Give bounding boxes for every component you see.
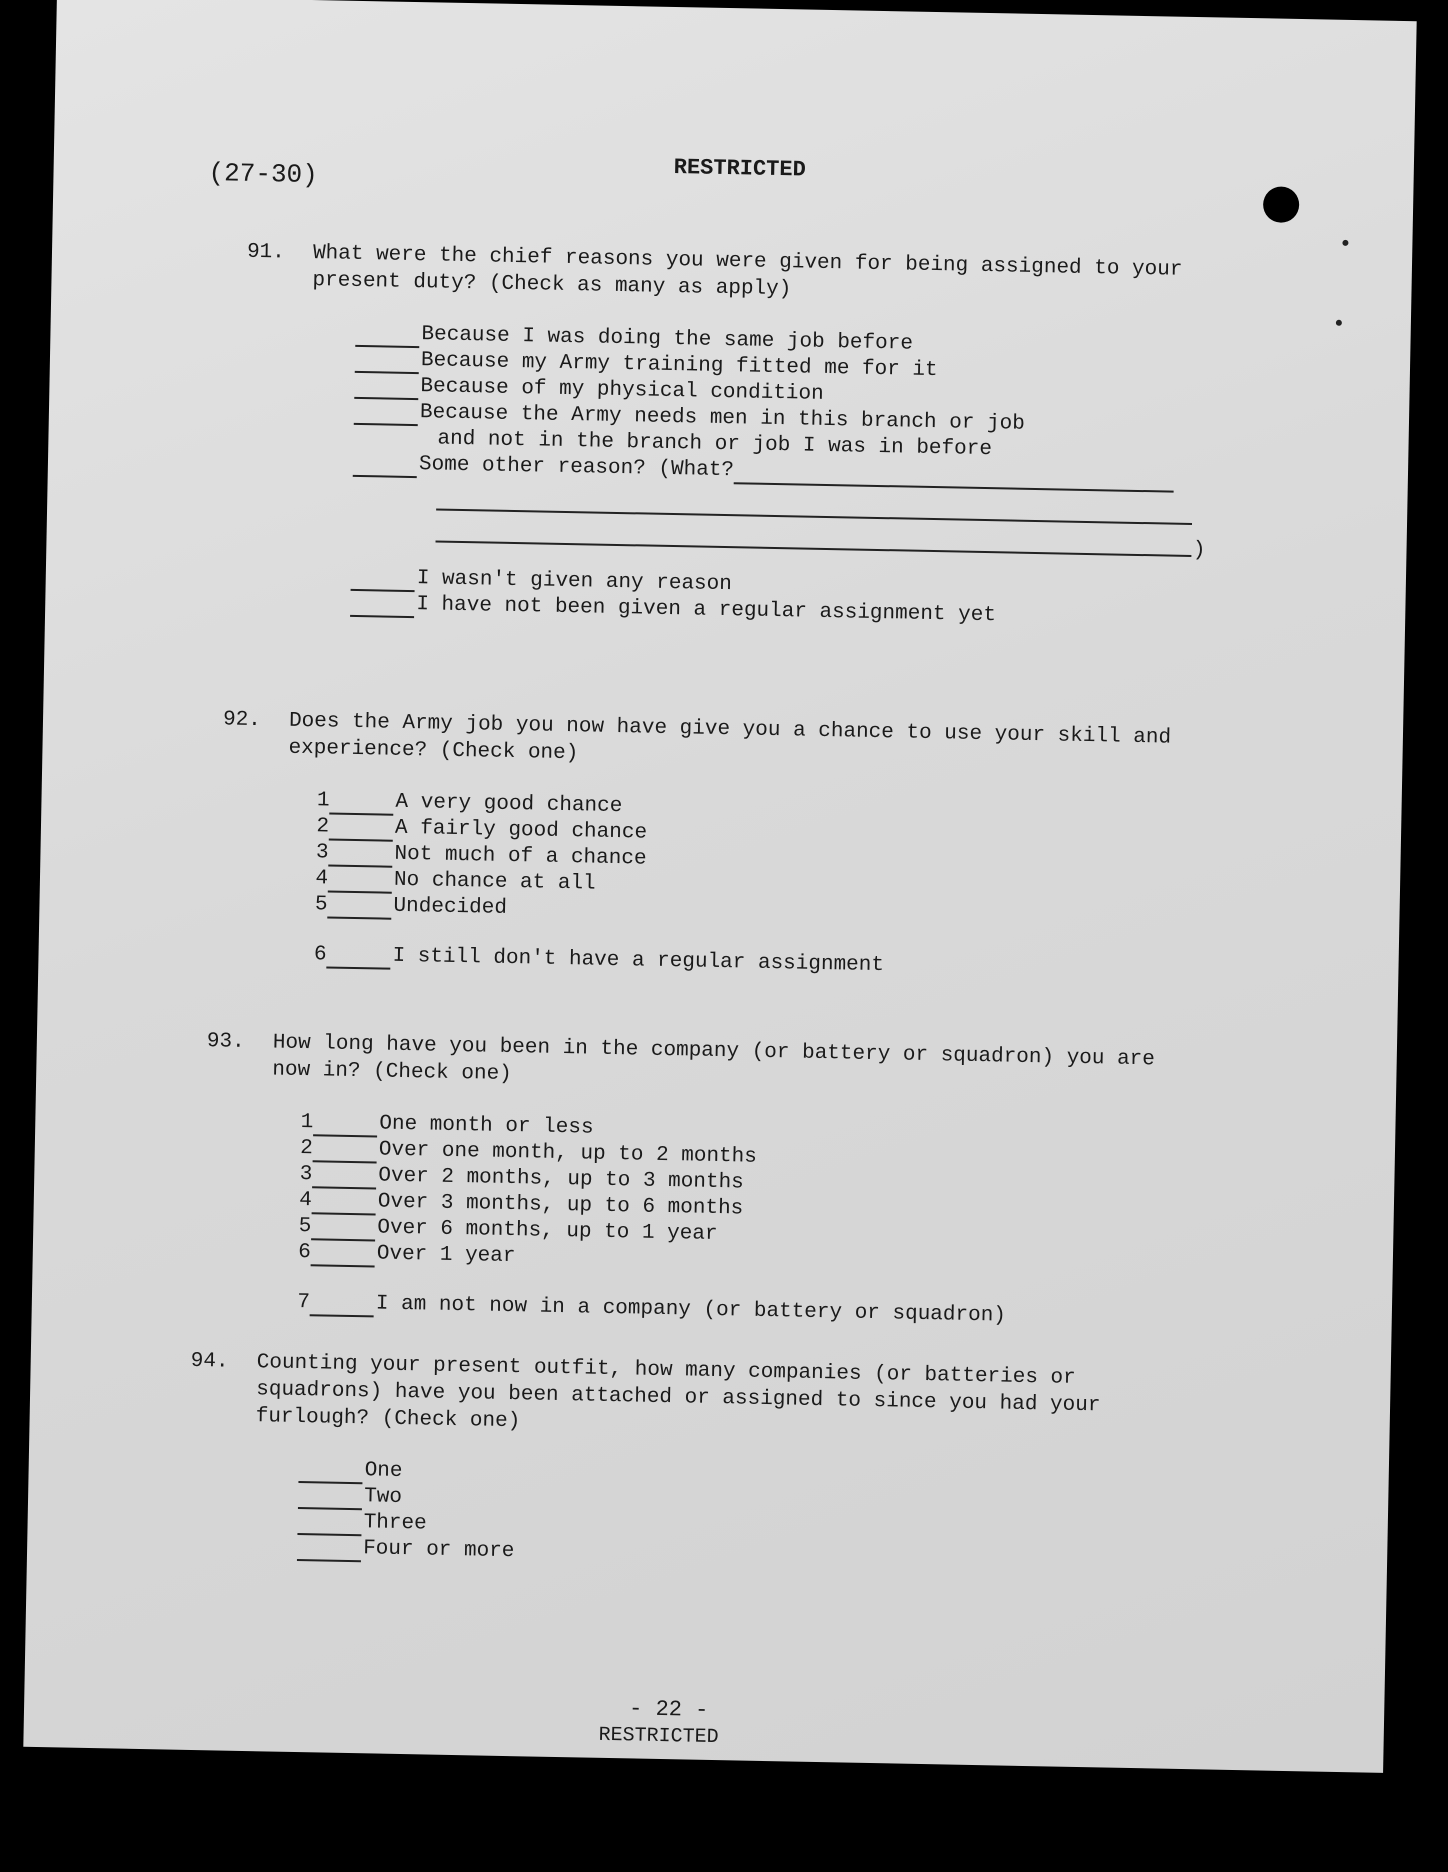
check-blank[interactable] [327, 896, 391, 919]
question-text: How long have you been in the company (or battery or squadron) you are now in? (Check one) [272, 1031, 1156, 1087]
check-blank[interactable] [354, 377, 418, 400]
check-blank[interactable] [329, 792, 393, 815]
question-text: Counting your present outfit, how many companies (or batteries or squadrons) have you been attached or assigned to since you had your furlough? (Check one) [255, 1351, 1101, 1434]
radio-option[interactable]: 7 I am not now in a company (or battery or squadron) [297, 1290, 1007, 1328]
paper-speck [1336, 320, 1342, 326]
checkbox-option[interactable]: I wasn't given any reason [351, 565, 1207, 607]
question-number: 93. [206, 1030, 245, 1054]
check-blank[interactable] [354, 403, 418, 426]
close-paren: ) [1192, 539, 1206, 563]
check-blank[interactable] [326, 946, 390, 969]
check-blank[interactable] [351, 569, 415, 592]
question-93 [202, 1028, 1173, 1332]
check-blank[interactable] [312, 1192, 376, 1215]
form-code: (27-30) [208, 158, 319, 191]
question-text: Does the Army job you now have give you a chance to use your skill and experience? (Check one) [288, 709, 1172, 766]
page-number: - 22 - [628, 1696, 709, 1723]
radio-option[interactable]: 4 No chance at all [315, 867, 596, 896]
checkbox-option[interactable]: Because I was doing the same job before [355, 321, 1211, 363]
check-blank[interactable] [298, 1461, 362, 1484]
radio-option[interactable]: Two [298, 1483, 1154, 1525]
question-text: What were the chief reasons you were given for being assigned to your present duty? (Check as many as apply) [312, 242, 1183, 302]
radio-option[interactable]: 3 Over 2 months, up to 3 months [299, 1162, 744, 1195]
check-blank[interactable] [355, 325, 419, 348]
check-blank[interactable] [353, 455, 417, 478]
punch-hole [1263, 186, 1300, 223]
question-number: 94. [190, 1349, 229, 1374]
checkbox-option[interactable]: Because the Army needs men in this branch or job [354, 399, 1210, 441]
radio-option[interactable]: 6 I still don't have a regular assignment [313, 943, 885, 978]
check-blank[interactable] [328, 844, 392, 867]
check-blank[interactable] [312, 1166, 376, 1189]
check-blank[interactable] [311, 1244, 375, 1267]
radio-option[interactable]: 5 Over 6 months, up to 1 year [298, 1214, 718, 1247]
radio-option[interactable]: 3 Not much of a chance [315, 841, 647, 871]
question-91 [240, 239, 1213, 633]
classification-header: RESTRICTED [673, 154, 806, 183]
radio-option[interactable]: One [298, 1457, 1154, 1499]
checkbox-option[interactable]: Because my Army training fitted me for it [355, 347, 1211, 389]
check-blank[interactable] [313, 1114, 377, 1137]
check-blank[interactable] [310, 1294, 374, 1317]
radio-option[interactable]: 1 A very good chance [316, 789, 623, 819]
check-blank[interactable] [329, 818, 393, 841]
classification-footer: RESTRICTED [598, 1723, 719, 1750]
question-number: 92. [222, 708, 262, 733]
radio-option[interactable]: 5 Undecided [314, 893, 508, 920]
radio-option[interactable]: 1 One month or less [300, 1110, 594, 1140]
question-92 [218, 706, 1189, 984]
radio-option[interactable]: 2 Over one month, up to 2 months [300, 1136, 758, 1169]
check-blank[interactable] [350, 595, 414, 618]
check-blank[interactable] [355, 351, 419, 374]
option-continuation: and not in the branch or job I was in before [437, 427, 993, 462]
question-number: 91. [246, 240, 286, 265]
checkbox-option[interactable]: Because of my physical condition [354, 373, 1210, 415]
paper-speck [1342, 240, 1348, 246]
radio-option[interactable]: 2 A fairly good chance [316, 815, 648, 845]
check-blank[interactable] [297, 1539, 361, 1562]
question-94 [187, 1348, 1157, 1578]
radio-option[interactable]: Three [297, 1509, 1153, 1551]
radio-option[interactable]: Four or more [297, 1535, 1153, 1577]
radio-option[interactable]: 6 Over 1 year [298, 1240, 516, 1269]
check-blank[interactable] [313, 1140, 377, 1163]
check-blank[interactable] [328, 870, 392, 893]
checkbox-option-other[interactable]: Some other reason? (What? [353, 451, 1209, 493]
document-page [23, 0, 1416, 1773]
check-blank[interactable] [311, 1218, 375, 1241]
radio-option[interactable]: 4 Over 3 months, up to 6 months [299, 1188, 744, 1221]
check-blank[interactable] [298, 1487, 362, 1510]
check-blank[interactable] [297, 1513, 361, 1536]
checkbox-option[interactable]: I have not been given a regular assignment yet [350, 591, 1206, 633]
